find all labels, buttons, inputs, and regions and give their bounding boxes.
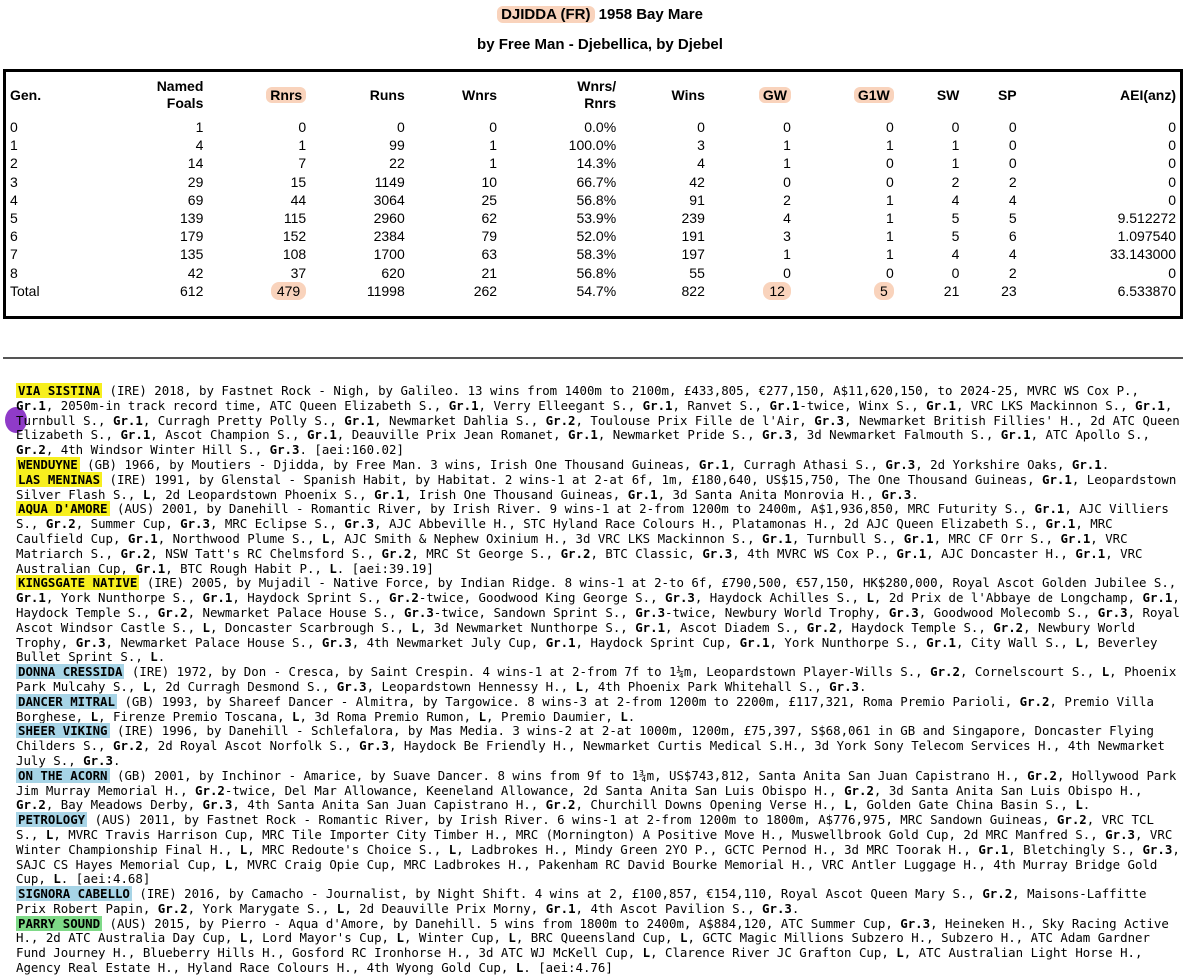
race-grade: Gr.2	[545, 412, 576, 428]
race-grade: Gr.3	[83, 752, 113, 768]
progeny-entry: ON THE ACORN (GB) 2001, by Inchinor - Amarice, by Suave Dancer. 8 wins from 9f to 1¾m, US$743,812, Santa Anita San Juan Capistrano H., Gr.2, Hollywood Park Jim Murray Memorial H., Gr.2-twice, Del Mar Allowance, Keeneland Allowance, 2d Santa Anita San Luis Obispo H., Gr.2, 3d Santa Anita San Luis Obispo H., Gr.2, Bay Meadows Derby, Gr.3, 4th Santa Anita San Juan Capistrano H., Gr.2, Churchill Downs Opening Verse H., L, Golden Gate China Basin S., L.	[16, 767, 1177, 813]
table-cell: 55	[689, 264, 705, 281]
race-grade: Gr.2	[1019, 693, 1050, 709]
table-cell: 0	[885, 264, 894, 281]
table-cell: 58.3%	[576, 246, 617, 263]
race-grade: Gr.1	[306, 427, 337, 443]
race-grade: Gr.3	[202, 797, 233, 813]
race-grade: Gr.2	[112, 738, 143, 754]
race-grade: Gr.1	[926, 397, 956, 413]
race-grade: Gr.2	[982, 886, 1013, 902]
progeny-entry: PARRY SOUND (AUS) 2015, by Pierro - Aqua d'Amore, by Danehill. 5 wins from 1800m to 2400m, A$884,120, ATC Summer Cup, Gr.3, Heineken H., Sky Racing Active H., 2d ATC Australia Day Cup, L, Lord Mayor's Cup, L, Winter Cup, L, BRC Queensland Cup, L, GCTC Magic Millions Subzero H., Subzero H., ATC Adam Gardner Fund Journey H., Blueberry Hills H., Gosford RC Ironhorse H., 3d ATC WJ McKell Cup, L, Clarence River JC Grafton Cup, L, ATC Australian Light Horse H., Agency Real Estate H., Hyland Race Colours H., 4th Wyong Gold Cup, L. [aei:4.76]	[16, 915, 1169, 976]
race-grade: Gr.1	[120, 427, 151, 443]
table-cell: 53.9%	[576, 210, 617, 227]
race-grade: Gr.2	[120, 545, 151, 561]
race-grade: Gr.1	[739, 634, 770, 650]
table-cell: 0	[1168, 137, 1176, 154]
race-grade: L	[336, 900, 345, 916]
table-cell: 11998	[366, 282, 405, 299]
race-grade: Gr.3	[336, 678, 367, 694]
table-cell: 6	[10, 228, 18, 245]
table-row	[6, 173, 1180, 191]
race-grade: Gr.3	[344, 516, 375, 532]
table-cell: 239	[681, 210, 705, 227]
table-cell: 4	[951, 246, 960, 263]
horse-name-highlight[interactable]: SIGNORA CABELLO	[18, 886, 130, 902]
table-cell: Total	[10, 282, 40, 299]
race-grade: Gr.3	[665, 590, 695, 606]
table-cell: 1	[783, 137, 791, 154]
race-grade: Gr.3	[829, 678, 860, 694]
table-cell: 1	[195, 119, 204, 136]
table-cell: 2	[10, 155, 18, 172]
table-cell: 4	[697, 155, 705, 172]
progeny-entry: WENDUYNE (GB) 1966, by Moutiers - Djidda, by Free Man. 3 wins, Irish One Thousand Guineas, Gr.1, Curragh Athasi S., Gr.3, 2d Yorkshire Oaks, Gr.1.	[18, 456, 1110, 472]
table-cell: 4	[1008, 191, 1017, 208]
race-grade: Gr.1	[627, 486, 658, 502]
table-cell	[709, 282, 795, 300]
table-cell: 14	[187, 155, 204, 172]
col-header: SP	[997, 86, 1017, 103]
table-cell: 0	[1008, 137, 1017, 154]
table-cell: 6	[1008, 228, 1017, 245]
race-grade: L	[679, 930, 688, 946]
col-header: AEI(anz)	[1120, 86, 1176, 103]
table-cell: 21	[943, 282, 960, 299]
table-cell: 1	[783, 246, 791, 263]
race-grade: Gr.3	[75, 634, 106, 650]
table-cell: 1	[885, 246, 894, 263]
race-grade: L	[896, 945, 904, 961]
horse-name-highlight[interactable]: PETROLOGY	[18, 812, 86, 828]
table-cell: 14.3%	[576, 155, 617, 172]
table-cell: 2960	[373, 210, 405, 227]
progeny-entry: VIA SISTINA (IRE) 2018, by Fastnet Rock - Nigh, by Galileo. 13 wins from 1400m to 2100m, £433,805, €277,150, A$11,620,150, to 2024-25, MVRC WS Cox P., Gr.1, 2050m-in track record time, ATC Queen Elizabeth S., Gr.1, Verry Elleegant S., Gr.1, Ranvet S., Gr.1-twice, Winx S., Gr.1, VRC LKS Mackinnon S., Gr.1, Turnbull S., Gr.1, Curragh Pretty Polly S., Gr.1, Newmarket Dahlia S., Gr.2, Toulouse Prix Fille de l'Air, Gr.3, Newmarket British Fillies' H., 2d ATC Queen Elizabeth S., Gr.1, Ascot Champion S., Gr.1, Deauville Prix Jean Romanet, Gr.1, Newmarket Pride S., Gr.3, 3d Newmarket Falmouth S., Gr.1, ATC Apollo S., Gr.2, 4th Windsor Winter Hill S., Gr.3. [aei:160.02]	[16, 383, 1180, 458]
table-cell: 2	[951, 173, 960, 190]
table-cell: 21	[481, 264, 498, 281]
progeny-entry: DANCER MITRAL (GB) 1993, by Shareef Dancer - Almitra, by Targowice. 8 wins-3 at 2-from 1200m to 2200m, £117,321, Roma Premio Parioli, Gr.2, Premio Villa Borghese, L, Firenze Premio Toscana, L, 3d Roma Premio Rumon, L, Premio Daumier, L.	[16, 693, 1154, 724]
total-row	[6, 282, 1180, 300]
table-cell: 1	[783, 155, 791, 172]
col-header: Runs	[369, 86, 405, 103]
horse-name-highlight[interactable]: VIA SISTINA	[18, 383, 101, 398]
table-cell: 91	[689, 191, 705, 208]
table-cell: 1	[489, 155, 498, 172]
race-grade: L	[239, 930, 248, 946]
stats-header-row	[6, 72, 1180, 118]
table-cell: 0	[396, 119, 405, 136]
table-cell: 1.097540	[1117, 228, 1176, 245]
race-grade: Gr.3	[1105, 826, 1135, 842]
table-cell: 0	[1168, 119, 1176, 136]
race-grade: Gr.1	[127, 530, 158, 546]
race-grade: Gr.3	[1142, 841, 1173, 857]
table-cell: 8	[10, 264, 18, 281]
table-cell: 1149	[374, 173, 405, 190]
race-grade: Gr.3	[814, 412, 845, 428]
table-cell: 23	[1001, 282, 1017, 299]
race-grade: Gr.2	[16, 797, 46, 813]
table-cell: 152	[282, 228, 307, 245]
race-grade: Gr.1	[545, 634, 576, 650]
table-cell: 197	[681, 246, 705, 263]
horse-name-highlight[interactable]: PARRY SOUND	[18, 915, 101, 931]
table-cell: 2	[1008, 264, 1017, 281]
table-cell: 0	[951, 264, 960, 281]
table-cell: 7	[298, 155, 307, 172]
table-cell	[795, 282, 898, 300]
race-grade: L	[508, 930, 516, 946]
race-grade: Gr.1	[1075, 545, 1106, 561]
table-cell: 5	[10, 210, 18, 227]
table-cell: 62	[481, 210, 498, 227]
race-grade: L	[448, 841, 457, 857]
table-cell: 5	[951, 210, 960, 227]
col-header-highlight: Rnrs	[266, 87, 306, 103]
race-grade: Gr.2	[545, 797, 576, 813]
table-cell: 139	[180, 210, 204, 227]
race-grade: Gr.3	[403, 604, 434, 620]
race-grade: L	[150, 649, 158, 665]
table-row	[6, 227, 1180, 245]
race-grade: L	[396, 930, 404, 946]
table-cell: 1	[951, 155, 960, 172]
table-cell: 0	[885, 119, 894, 136]
race-grade: Gr.1	[16, 590, 46, 606]
table-row	[6, 245, 1180, 263]
race-grade: L	[53, 871, 61, 887]
race-grade: Gr.1	[1071, 456, 1102, 472]
table-cell: 179	[180, 228, 204, 245]
table-cell: 52.0%	[576, 228, 617, 245]
col-header: Wnrs	[462, 86, 498, 103]
table-cell: 0	[298, 119, 307, 136]
col-header	[709, 72, 795, 118]
race-grade: Gr.3	[359, 738, 390, 754]
race-grade: Gr.3	[885, 456, 916, 472]
pedigree-line: by Free Man - Djebellica, by Djebel	[477, 36, 723, 53]
race-grade: Gr.1	[568, 427, 598, 443]
table-cell: 33.143000	[1109, 246, 1176, 263]
progeny-entry: LAS MENINAS (IRE) 1991, by Glenstal - Spanish Habit, by Habitat. 2 wins-1 at 2-at 6f, 1m, £180,640, US$15,750, The One Thousand Guineas, Gr.1, Leopardstown Silver Flash S., L, 2d Leopardstown Phoenix S., Gr.1, Irish One Thousand Guineas, Gr.1, 3d Santa Anita Monrovia H., Gr.3.	[16, 471, 1177, 502]
race-grade: Gr.1	[374, 486, 404, 502]
table-row	[6, 264, 1180, 282]
table-row	[6, 136, 1180, 154]
table-cell: 5	[1008, 210, 1017, 227]
table-cell: 0	[1168, 264, 1176, 281]
horse-name-highlight[interactable]: DANCER MITRAL	[18, 693, 115, 709]
table-cell: 4	[10, 191, 18, 208]
progeny-entry: SIGNORA CABELLO (IRE) 2016, by Camacho - Journalist, by Night Shift. 4 wins at 2, £100,857, €154,110, Royal Ascot Queen Mary S., Gr.2, Maisons-Laffitte Prix Robert Papin, Gr.2, York Marygate S., L, 2d Deauville Prix Morny, Gr.1, 4th Ascot Pavilion S., Gr.3.	[16, 886, 1147, 916]
race-grade: Gr.1	[1142, 590, 1173, 606]
race-grade: Gr.2	[993, 619, 1024, 635]
table-cell: 22	[389, 155, 405, 172]
table-row	[6, 154, 1180, 172]
table-cell: 6.533870	[1117, 282, 1176, 299]
table-cell: 2	[783, 191, 791, 208]
table-cell: 0.0%	[584, 119, 617, 136]
race-grade: L	[642, 945, 651, 961]
table-cell: 115	[283, 210, 307, 227]
table-cell: 0	[1168, 191, 1176, 208]
col-header: SW	[936, 86, 960, 103]
race-grade: Gr.1	[926, 634, 956, 650]
table-row	[6, 118, 1180, 136]
table-cell: 63	[481, 246, 498, 263]
race-grade: Gr.2	[560, 545, 591, 561]
table-cell: 1	[885, 137, 894, 154]
race-grade: L	[202, 619, 210, 635]
table-cell: 0	[1008, 119, 1017, 136]
table-cell: 108	[282, 246, 307, 263]
race-grade: Gr.1	[1045, 516, 1076, 532]
progeny-entry: KINGSGATE NATIVE (IRE) 2005, by Mujadil - Native Force, by Indian Ridge. 8 wins-1 at 2-to 6f, £790,500, €57,150, HK$280,000, Royal Ascot Golden Jubilee S., Gr.1, York Nunthorpe S., Gr.1, Haydock Sprint S., Gr.2-twice, Goodwood King George S., Gr.3, Haydock Achilles S., L, 2d Prix de l'Abbaye de Longchamp, Gr.1, Haydock Temple S., Gr.2, Newmarket Palace House S., Gr.3-twice, Sandown Sprint S., Gr.3-twice, Newbury World Trophy, Gr.3, Goodwood Molecomb S., Gr.3, Royal Ascot Windsor Castle S., L, Doncaster Scarbrough S., L, 3d Newmarket Nunthorpe S., Gr.1, Ascot Diadem S., Gr.2, Haydock Temple S., Gr.2, Newbury World Trophy, Gr.3, Newmarket Palace House S., Gr.3, 4th Newmarket July Cup, Gr.1, Haydock Sprint Cup, Gr.1, York Nunthorpe S., Gr.1, City Wall S., L, Beverley Bullet Sprint S., L.	[16, 575, 1180, 665]
race-grade: Gr.1	[903, 530, 934, 546]
table-cell: 0	[783, 119, 791, 136]
table-cell: 4	[195, 137, 204, 154]
race-grade: Gr.3	[269, 442, 300, 458]
table-cell	[207, 282, 310, 300]
race-grade: Gr.1	[1135, 397, 1165, 413]
divider	[3, 357, 1183, 359]
race-grade: Gr.2	[389, 590, 419, 606]
table-cell: 3	[783, 228, 791, 245]
table-cell: 1	[885, 191, 894, 208]
race-grade: L	[1101, 664, 1110, 680]
progeny-entry: DONNA CRESSIDA (IRE) 1972, by Don - Cresca, by Saint Crespin. 4 wins-1 at 2-from 7f to 1¼m, Leopardstown Player-Wills S., Gr.2, Cornelscourt S., L, Phoenix Park Mulcahy S., L, 2d Curragh Desmond S., Gr.3, Leopardstown Hennessy H., L, 4th Phoenix Park Whitehall S., Gr.3.	[16, 664, 1177, 694]
race-grade: Gr.1	[978, 841, 1009, 857]
race-grade: L	[239, 841, 248, 857]
table-cell: 100.0%	[568, 137, 617, 154]
race-grade: Gr.1	[344, 412, 375, 428]
race-grade: L	[292, 708, 300, 724]
table-cell: 0	[1008, 155, 1017, 172]
race-grade: L	[329, 560, 337, 576]
table-cell: 66.7%	[576, 173, 617, 190]
table-cell: 9.512272	[1117, 210, 1176, 227]
race-grade: Gr.3	[321, 634, 352, 650]
race-grade: Gr.1	[16, 397, 46, 413]
race-grade: Gr.2	[16, 442, 46, 458]
race-grade: Gr.2	[157, 604, 188, 620]
table-cell: 37	[290, 264, 307, 281]
table-cell: 0	[783, 173, 791, 190]
race-grade: Gr.1	[896, 545, 927, 561]
table-cell: 54.7%	[576, 282, 617, 299]
table-cell: 0	[1168, 155, 1176, 172]
race-grade: Gr.3	[635, 604, 666, 620]
race-grade: Gr.2	[1056, 812, 1087, 828]
table-cell: 69	[187, 191, 204, 208]
table-cell: 1	[10, 137, 18, 154]
horse-name-highlight[interactable]: KINGSGATE NATIVE	[18, 575, 138, 591]
race-grade: Gr.2	[1027, 767, 1057, 783]
race-grade: Gr.1	[642, 397, 673, 413]
table-cell: 1700	[373, 246, 405, 263]
table-cell: 56.8%	[576, 264, 617, 281]
table-cell: 620	[381, 264, 405, 281]
col-header-highlight: GW	[759, 87, 791, 103]
race-grade: Gr.2	[930, 664, 960, 680]
table-cell: 5	[951, 228, 960, 245]
table-cell: 1	[885, 210, 894, 227]
race-grade: L	[142, 486, 151, 502]
table-cell: 25	[481, 191, 498, 208]
horse-title	[0, 6, 1200, 23]
race-grade: Gr.2	[381, 545, 412, 561]
race-grade: Gr.1	[698, 456, 729, 472]
col-header	[207, 72, 310, 118]
race-grade: Gr.2	[806, 619, 837, 635]
race-grade: Gr.1	[1042, 471, 1072, 487]
table-cell: 4	[951, 191, 960, 208]
table-cell: 612	[180, 282, 204, 299]
horse-name-highlight[interactable]: DONNA CRESSIDA	[18, 664, 123, 680]
race-grade: Gr.3	[762, 900, 792, 916]
race-grade: L	[142, 678, 151, 694]
table-cell: 0	[783, 264, 791, 281]
race-grade: L	[90, 708, 99, 724]
race-grade: Gr.3	[881, 486, 912, 502]
table-cell: 4	[783, 210, 791, 227]
table-cell: 135	[180, 246, 204, 263]
table-cell: 822	[681, 282, 705, 299]
race-grade: L	[478, 708, 487, 724]
col-header	[795, 72, 898, 118]
race-grade: Gr.1	[1034, 501, 1065, 517]
highlighted-total: 12	[763, 282, 791, 300]
table-cell: 15	[290, 173, 307, 190]
race-grade: Gr.1	[545, 900, 576, 916]
horse-name-highlight[interactable]: LAS MENINAS	[18, 471, 101, 487]
race-grade: Gr.1	[1060, 530, 1091, 546]
table-cell: 0	[885, 155, 894, 172]
race-grade: Gr.1	[762, 530, 792, 546]
race-grade: Gr.1	[112, 412, 143, 428]
race-grade: L	[224, 856, 233, 872]
highlighted-total: 479	[271, 282, 306, 300]
table-cell: 99	[389, 137, 405, 154]
progeny-entry: AQUA D'AMORE (AUS) 2001, by Danehill - Romantic River, by Irish River. 9 wins-1 at 2-from 1200m to 2400m, A$1,936,850, MRC Futurity S., Gr.1, AJC Villiers S., Gr.2, Summer Cup, Gr.3, MRC Eclipse S., Gr.3, AJC Abbeville H., STC Hyland Race Colours H., Platamonas H., 2d AJC Queen Elizabeth S., Gr.1, MRC Caulfield Cup, Gr.1, Northwood Plume S., L, AJC Smith & Nephew Oxinium H., 3d VRC LKS Mackinnon S., Gr.1, Turnbull S., Gr.1, MRC CF Orr S., Gr.1, VRC Matriarch S., Gr.2, NSW Tatt's RC Chelmsford S., Gr.2, MRC St George S., Gr.2, BTC Classic, Gr.3, 4th MVRC WS Cox P., Gr.1, AJC Doncaster H., Gr.1, VRC Australian Cup, Gr.1, BTC Rough Habit P., L. [aei:39.19]	[16, 501, 1169, 576]
col-header: Named Foals	[156, 78, 204, 111]
race-grade: L	[45, 826, 54, 842]
race-grade: Gr.1	[448, 397, 479, 413]
race-grade: L	[866, 590, 874, 606]
race-grade: L	[1075, 797, 1083, 813]
col-header: Gen.	[10, 86, 42, 103]
table-cell: 1	[298, 137, 307, 154]
race-grade: Gr.2	[195, 782, 225, 798]
progeny-entry: SHEER VIKING (IRE) 1996, by Danehill - Schlefalora, by Mas Media. 3 wins-2 at 2-at 1000m, 1200m, £75,397, S$68,061 in GB and Singapore, Doncaster Flying Childers S., Gr.2, 2d Royal Ascot Norfolk S., Gr.3, Haydock Be Friendly H., Newmarket Curtis Medical S.H., 3d York Sony Telecom Services H., 4th Newmarket July S., Gr.3.	[16, 723, 1165, 768]
race-grade: L	[1075, 634, 1083, 650]
race-grade: L	[844, 797, 852, 813]
race-grade: L	[515, 960, 524, 976]
race-grade: Gr.3	[888, 604, 919, 620]
table-cell: 0	[10, 119, 18, 136]
race-grade: Gr.2	[844, 782, 874, 798]
table-cell: 42	[689, 173, 705, 190]
horse-name-highlight[interactable]: ON THE ACORN	[18, 767, 108, 783]
race-grade: Gr.2	[45, 516, 76, 532]
race-grade: Gr.1	[635, 619, 666, 635]
race-grade: Gr.1	[135, 560, 166, 576]
table-cell: 0	[951, 119, 960, 136]
horse-name-highlight[interactable]: SHEER VIKING	[18, 723, 108, 739]
table-cell: 4	[1008, 246, 1017, 263]
col-header-highlight: G1W	[854, 87, 894, 103]
table-row	[6, 191, 1180, 209]
horse-name-highlight[interactable]: AQUA D'AMORE	[18, 501, 108, 517]
race-grade: Gr.2	[157, 900, 188, 916]
col-header: Wins	[671, 86, 705, 103]
race-grade: L	[321, 530, 330, 546]
highlighted-total: 5	[874, 282, 894, 300]
table-cell: 3	[697, 137, 705, 154]
race-grade: Gr.3	[180, 516, 210, 532]
table-cell: 0	[697, 119, 705, 136]
race-grade: Gr.3	[702, 545, 733, 561]
race-grade: L	[575, 678, 583, 694]
table-cell: 2384	[373, 228, 405, 245]
table-cell: 1	[951, 137, 960, 154]
table-cell: 0	[1168, 173, 1176, 190]
table-cell: 2	[1008, 173, 1017, 190]
race-grade: Gr.3	[1097, 604, 1128, 620]
table-cell: 44	[290, 191, 307, 208]
race-grade: Gr.1	[1000, 427, 1031, 443]
race-grade: Gr.3	[900, 915, 931, 931]
table-cell: 7	[10, 246, 18, 263]
horse-name: DJIDDA (FR)	[497, 6, 594, 23]
race-grade: Gr.3	[762, 427, 792, 443]
horse-name-highlight[interactable]: WENDUYNE	[18, 456, 78, 472]
table-cell: 0	[885, 173, 894, 190]
table-cell: 191	[681, 228, 705, 245]
horse-description: 1958 Bay Mare	[598, 6, 703, 23]
table-cell: 42	[187, 264, 204, 281]
progeny-entry: PETROLOGY (AUS) 2011, by Fastnet Rock - Romantic River, by Irish River. 6 wins-1 at 2-from 1200m to 1800m, A$776,975, MRC Sandown Guineas, Gr.2, VRC TCL S., L, MVRC Travis Harrison Cup, MRC Tile Importer City Timber H., MRC (Mornington) A Positive Move H., Muswellbrook Gold Cup, 2d MRC Manfred S., Gr.3, VRC Winter Championship Final H., L, MRC Redoute's Choice S., L, Ladbrokes H., Mindy Green 2YO P., GCTC Pernod H., 3d MRC Toorak H., Gr.1, Bletchingly S., Gr.3, SAJC CS Hayes Memorial Cup, L, MVRC Craig Opie Cup, MRC Ladbrokes H., Pakenham RC David Bourke Memorial H., VRC Antler Luggage H., 4th Murray Bridge Gold Cup, L. [aei:4.68]	[16, 812, 1180, 887]
table-cell: 10	[481, 173, 498, 190]
progeny-notes	[16, 384, 1182, 976]
table-cell: 3	[10, 173, 18, 190]
race-grade: Gr.1	[769, 397, 800, 413]
table-cell: 3064	[373, 191, 405, 208]
table-row	[6, 209, 1180, 227]
race-grade: Gr.1	[202, 590, 233, 606]
table-cell: 1	[885, 228, 894, 245]
table-cell: 29	[187, 173, 204, 190]
table-cell: 1	[489, 137, 498, 154]
table-cell: 56.8%	[576, 191, 617, 208]
progeny-stats-table	[3, 69, 1183, 319]
table-cell: 79	[481, 228, 498, 245]
col-header: Wnrs/ Rnrs	[577, 78, 617, 111]
table-cell: 0	[489, 119, 498, 136]
race-grade: L	[411, 619, 419, 635]
race-grade: L	[620, 708, 628, 724]
table-cell: 262	[473, 282, 498, 299]
